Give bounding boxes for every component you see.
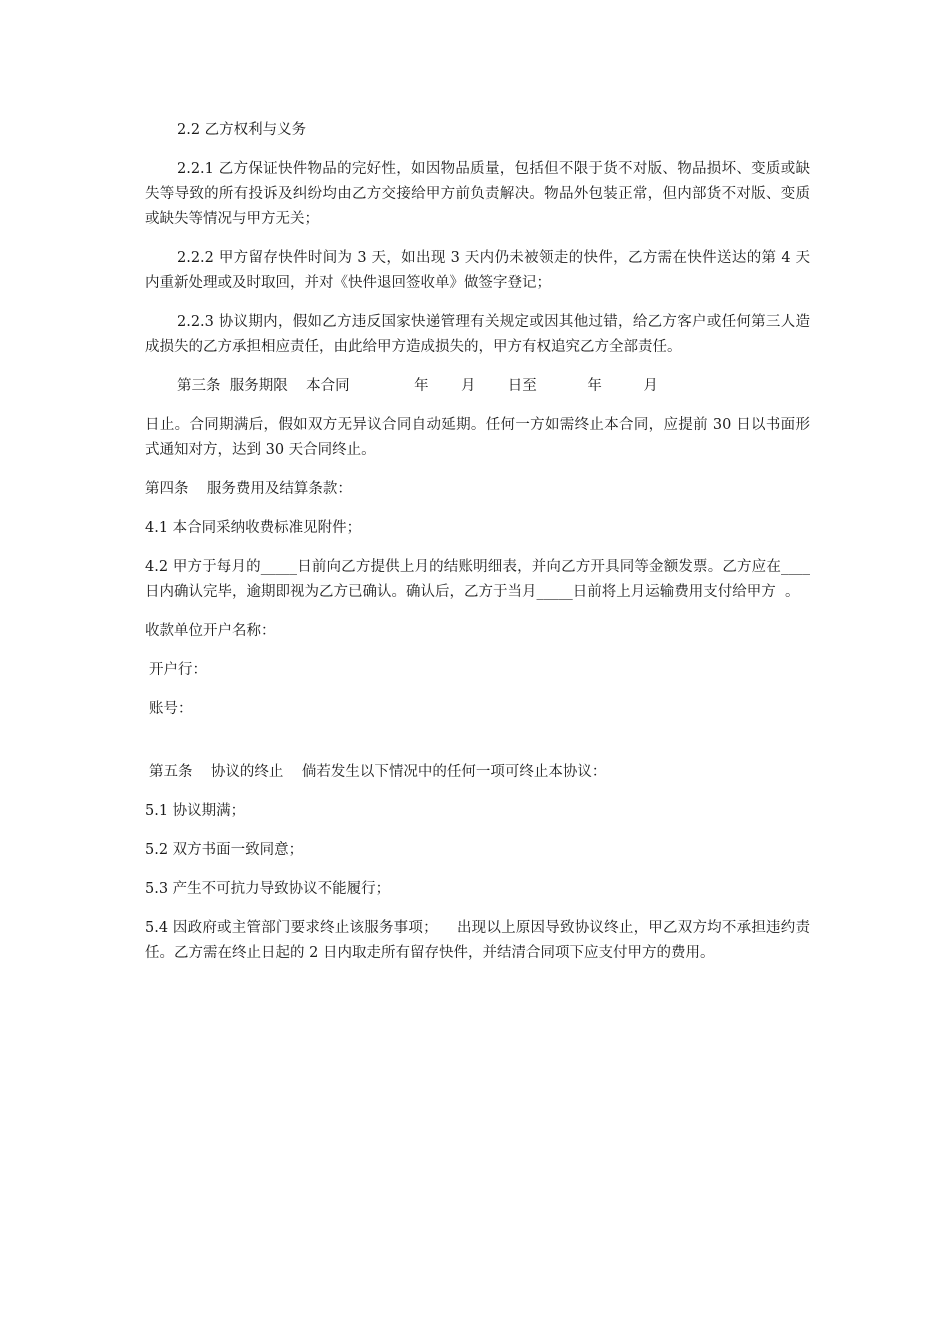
clause-4-2: 4.2 甲方于每月的_____日前向乙方提供上月的结账明细表，并向乙方开具同等金额发票。乙方应在____日内确认完毕，逾期即视为乙方已确认。确认后，乙方于当月_____日前将上月运输费用支付给甲方 。	[145, 559, 810, 600]
article-5-termination: 第五条 协议的终止 倘若发生以下情况中的任何一项可终止本协议：	[149, 764, 607, 780]
article-4-heading: 第四条 服务费用及结算条款：	[145, 481, 352, 497]
clause-5-3: 5.3 产生不可抗力导致协议不能履行；	[145, 881, 391, 897]
clause-5-1: 5.1 协议期满；	[145, 803, 246, 819]
bank-label: 开户行：	[149, 662, 207, 678]
section-2-2-heading: 2.2 乙方权利与义务	[177, 122, 307, 138]
article-3-service-term: 第三条 服务期限 本合同 年 月 日至 年 月	[177, 378, 658, 394]
article-3-continuation: 日止。合同期满后，假如双方无异议合同自动延期。任何一方如需终止本合同，应提前 30 日以书面形式通知对方，达到 30 天合同终止。	[145, 417, 810, 458]
clause-2-2-2: 2.2.2 甲方留存快件时间为 3 天，如出现 3 天内仍未被领走的快件，乙方需在快件送达的第 4 天内重新处理或及时取回，并对《快件退回签收单》做签字登记；	[145, 250, 810, 291]
account-number-label: 账号：	[149, 701, 193, 717]
clause-2-2-1: 2.2.1 乙方保证快件物品的完好性，如因物品质量，包括但不限于货不对版、物品损坏、变质或缺失等导致的所有投诉及纠纷均由乙方交接给甲方前负责解决。物品外包装正常，但内部货不对版、变质或缺失等情况与甲方无关；	[145, 161, 810, 227]
clause-2-2-3: 2.2.3 协议期内，假如乙方违反国家快递管理有关规定或因其他过错，给乙方客户或任何第三人造成损失的乙方承担相应责任，由此给甲方造成损失的，甲方有权追究乙方全部责任。	[145, 314, 810, 355]
clause-4-1: 4.1 本合同采纳收费标准见附件；	[145, 520, 362, 536]
clause-5-2: 5.2 双方书面一致同意；	[145, 842, 304, 858]
document-page	[145, 118, 810, 980]
clause-5-4: 5.4 因政府或主管部门要求终止该服务事项； 出现以上原因导致协议终止，甲乙双方均不承担违约责任。乙方需在终止日起的 2 日内取走所有留存快件，并结清合同项下应支付甲方的费用。	[145, 920, 810, 961]
payee-account-name-label: 收款单位开户名称：	[145, 623, 276, 639]
blank-spacer	[145, 736, 810, 760]
